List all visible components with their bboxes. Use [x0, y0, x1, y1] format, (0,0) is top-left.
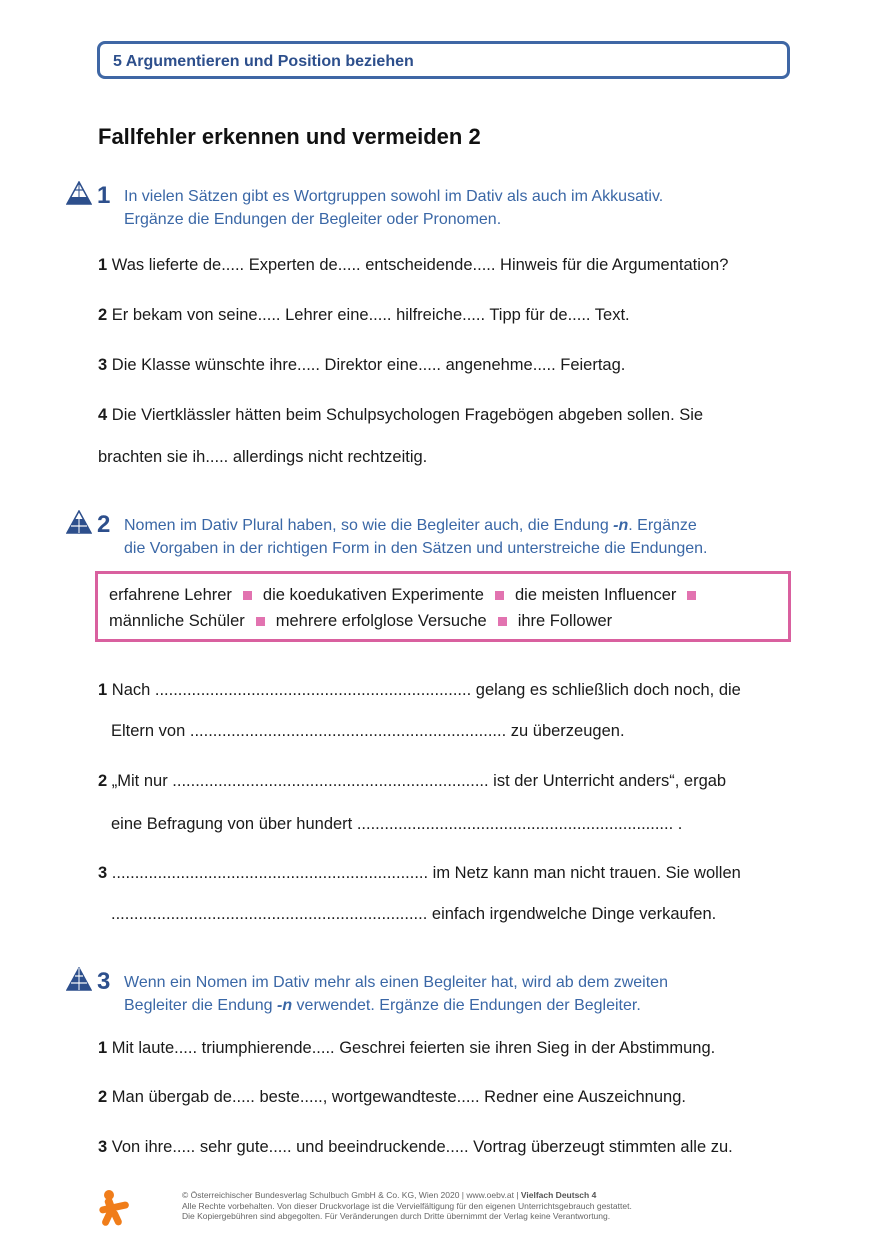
exercise-line: 1 Was lieferte de..... Experten de..... entscheidende..... Hinweis für die Argumentation?	[98, 256, 729, 274]
page-title: Fallfehler erkennen und vermeiden 2	[98, 124, 481, 149]
task-instruction: Wenn ein Nomen im Dativ mehr als einen Begleiter hat, wird ab dem zweiten Begleiter die Endung -n verwendet. Ergänze die Endungen der Begleiter.	[124, 974, 668, 1014]
separator-square-icon	[243, 591, 252, 600]
task-number: 3	[97, 968, 111, 995]
exercise-line-continued: eine Befragung von über hundert ..................................................................... .	[111, 815, 683, 833]
difficulty-pyramid-icon	[66, 967, 92, 991]
exercise-line: 4 Die Viertklässler hätten beim Schulpsychologen Fragebögen abgeben sollen. Sie	[98, 406, 704, 424]
task-instruction: In vielen Sätzen gibt es Wortgruppen sowohl im Dativ als auch im Akkusativ. Ergänze die Endungen der Begleiter oder Pronomen.	[124, 188, 664, 228]
exercise-line-continued: Eltern von ..................................................................... zu überzeugen.	[111, 722, 625, 740]
exercise-line: 3 Von ihre..... sehr gute..... und beeindruckende..... Vortrag überzeugt stimmten alle zu.	[98, 1138, 733, 1156]
word-bank-item: ihre Follower	[517, 612, 613, 630]
chapter-header	[97, 41, 790, 79]
exercise-line: 2 „Mit nur ..................................................................... ist der Unterricht anders“, ergab	[98, 772, 727, 790]
word-bank-item: männliche Schüler	[109, 612, 245, 630]
exercise-line: 1 Nach ..................................................................... gelang es schließlich doch noch, die	[98, 681, 741, 699]
task-number: 2	[97, 511, 111, 538]
exercise-line: 3 Die Klasse wünschte ihre..... Direktor eine..... angenehme..... Feiertag.	[98, 356, 626, 374]
exercise-line: 1 Mit laute..... triumphierende..... Geschrei feierten sie ihren Sieg in der Abstimmung.	[98, 1039, 716, 1057]
word-bank-item: mehrere erfolglose Versuche	[275, 612, 487, 630]
word-bank-box	[95, 571, 791, 642]
word-bank-item: die meisten Influencer	[514, 586, 677, 604]
separator-square-icon	[256, 617, 265, 626]
task-number: 1	[97, 182, 111, 209]
difficulty-pyramid-icon	[66, 510, 92, 534]
chapter-title: 5 Argumentieren und Position beziehen	[113, 53, 414, 70]
exercise-line: 2 Er bekam von seine..... Lehrer eine..... hilfreiche..... Tipp für de..... Text.	[98, 306, 630, 324]
exercise-line: 3 ..................................................................... im Netz kann man nicht trauen. Sie wollen	[98, 864, 741, 882]
word-bank-item: die koedukativen Experimente	[262, 586, 484, 604]
publisher-logo-icon	[96, 1188, 132, 1228]
word-bank-item: erfahrene Lehrer	[109, 586, 232, 604]
exercise-line-continued: ..................................................................... einfach irgendwelche Dinge verkaufen.	[111, 905, 717, 923]
separator-square-icon	[495, 591, 504, 600]
difficulty-pyramid-icon	[66, 181, 92, 205]
exercise-line: 2 Man übergab de..... beste....., wortgewandteste..... Redner eine Auszeichnung.	[98, 1088, 686, 1106]
separator-square-icon	[687, 591, 696, 600]
task-instruction: Nomen im Dativ Plural haben, so wie die Begleiter auch, die Endung -n. Ergänze die Vorgaben in der richtigen Form in den Sätzen und unterstreiche die Endungen.	[124, 517, 708, 557]
word-bank-row	[109, 612, 612, 631]
separator-square-icon	[498, 617, 507, 626]
word-bank-row	[109, 586, 707, 605]
footer-copyright: © Österreichischer Bundesverlag Schulbuch GmbH & Co. KG, Wien 2020 | www.oebv.at | Vielfach Deutsch 4 Alle Rechte vorbehalten. Von dieser Druckvorlage ist die Vervielfältigung für den eigenen Unterrichtsgebrauch gestattet. Die Kopiergebühren sind abgegolten. Für Veränderungen durch Dritte übernimmt der Verlag keine Verantwortung.	[182, 1190, 632, 1221]
exercise-line-continued: brachten sie ih..... allerdings nicht rechtzeitig.	[98, 448, 428, 466]
